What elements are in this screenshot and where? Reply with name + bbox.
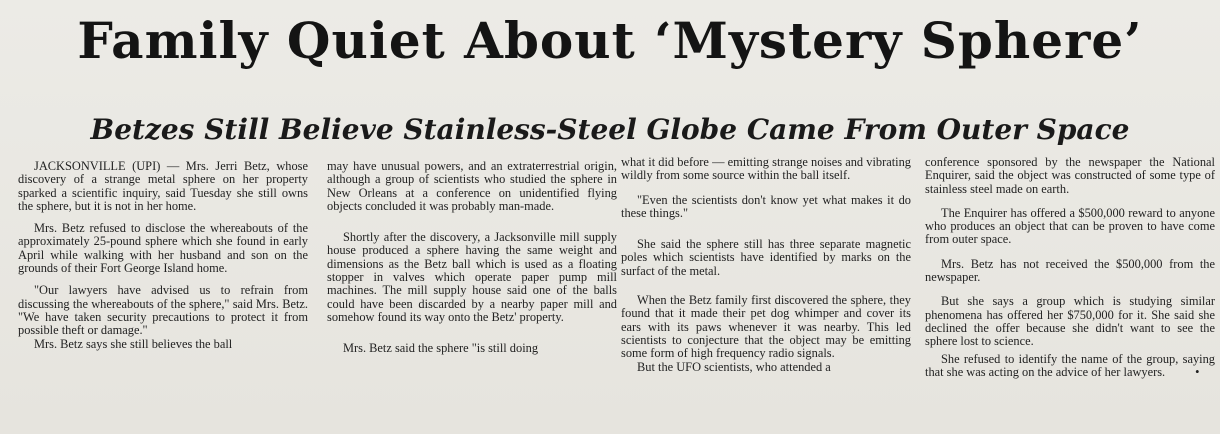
- paragraph: Mrs. Betz refused to disclose the whereabouts of the approximately 25-pound sphere which she found in early April while walking with her husband and son on the grounds of their Fort George Island home.: [18, 221, 308, 276]
- paragraph: may have unusual powers, and an extraterrestrial origin, although a group of scientists who studied the sphere in New Orleans at a conference on unidentified flying objects concluded it was probably man-made.: [327, 160, 617, 213]
- paragraph: But the UFO scientists, who attended a: [637, 359, 831, 374]
- end-mark: •: [1195, 364, 1200, 379]
- paragraph: conference sponsored by the newspaper the National Enquirer, said the object was constructed of some type of stainless steel made on earth.: [925, 156, 1215, 196]
- paragraph: But she says a group which is studying similar phenomena has offered her $750,000 for it. She said she declined the offer because she didn't want to see the sphere lost to science.: [925, 294, 1215, 349]
- paragraph: Shortly after the discovery, a Jacksonville mill supply house produced a sphere having the same weight and dimensions as the Betz ball which is used as a floating stopper in valves which operate paper pump mill machines. The mill supply house said one of the balls could have been discarded by a nearby paper mill and somehow found its way onto the Betz' property.: [327, 230, 617, 324]
- paragraph: Mrs. Betz has not received the $500,000 from the newspaper.: [925, 256, 1215, 285]
- paragraph: Mrs. Betz says she still believes the ball: [34, 336, 233, 351]
- paragraph: "Our lawyers have advised us to refrain from discussing the whereabouts of the sphere," said Mrs. Betz. "We have taken security precautions to protect it from possible theft or damage.": [18, 283, 308, 338]
- paragraph: When the Betz family first discovered the sphere, they found that it made their pet dog whimper and cover its ears with its paws whenever it was nearby. This led scientists to conjecture that the object may be emitting some form of high frequency radio signals.: [621, 293, 911, 361]
- article-column-4: [925, 156, 1215, 430]
- paragraph: [925, 353, 1215, 380]
- paragraph: "Even the scientists don't know yet what makes it do these things.": [621, 192, 911, 220]
- article-column-2: [327, 160, 617, 434]
- paragraph: JACKSONVILLE (UPI) — Mrs. Jerri Betz, whose discovery of a strange metal sphere on her property sparked a scientific inquiry, said Tuesday she still owns the sphere, but it is not in her home.: [18, 160, 308, 213]
- article-column-1: [18, 160, 308, 434]
- article-column-3: [621, 156, 911, 430]
- paragraph: She said the sphere still has three separate magnetic poles which scientists have identified by marks on the surfact of the metal.: [621, 237, 911, 278]
- paragraph: The Enquirer has offered a $500,000 reward to anyone who produces an object that can be proven to have come from outer space.: [925, 205, 1215, 247]
- paragraph-text: She refused to identify the name of the group, saying that she was acting on the advice of her lawyers.: [925, 351, 1215, 379]
- paragraph: what it did before — emitting strange noises and vibrating wildly from some source within the ball itself.: [621, 156, 911, 183]
- headline: Family Quiet About ‘Mystery Sphere’: [77, 11, 1143, 70]
- paragraph: Mrs. Betz said the sphere "is still doing: [343, 341, 539, 356]
- subheadline: Betzes Still Believe Stainless-Steel Globe Came From Outer Space: [90, 113, 1130, 146]
